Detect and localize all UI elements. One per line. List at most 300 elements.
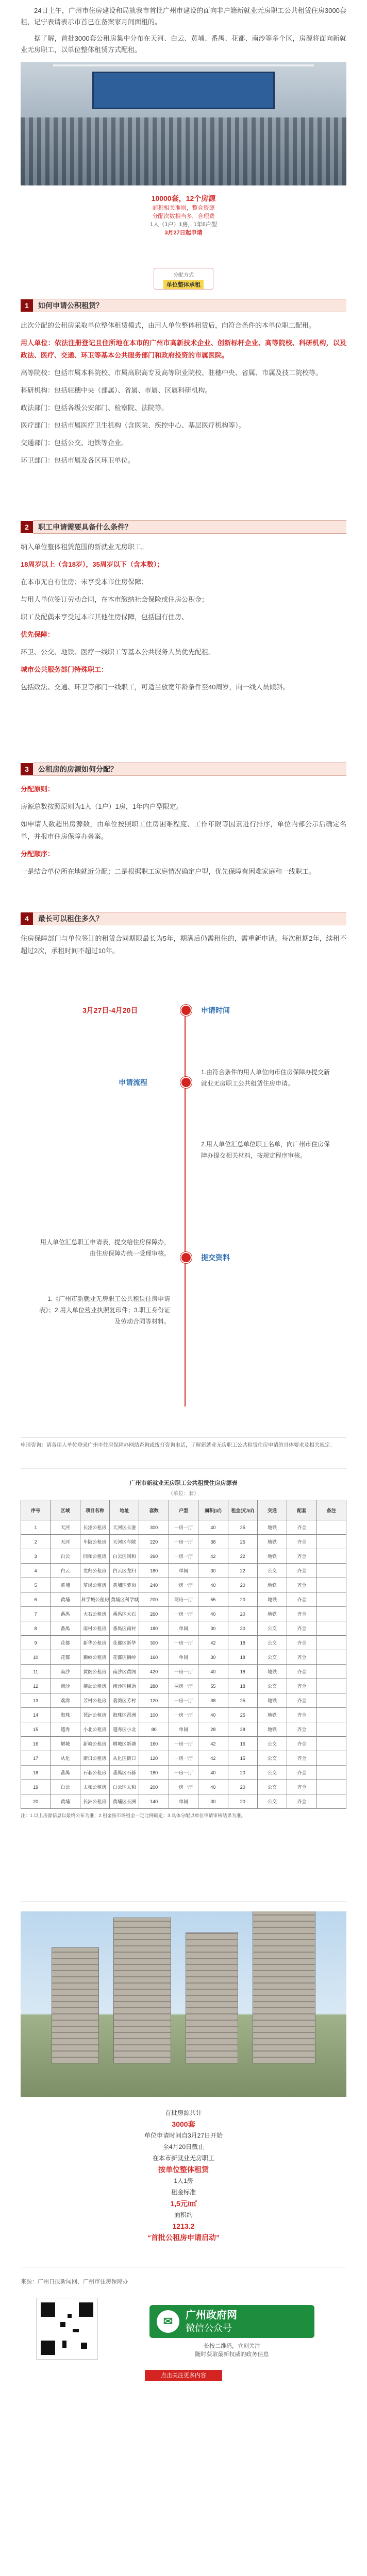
section-body-2 — [21, 541, 346, 699]
table-cell: 一房一厅 — [169, 1780, 198, 1794]
paragraph: 与用人单位签订劳动合同，在本市缴纳社会保险或住房公积金； — [21, 596, 209, 603]
table-cell: 海珠 — [51, 1708, 80, 1722]
table-cell: 南沙区横沥 — [110, 1679, 139, 1693]
follow-account-block — [21, 2298, 346, 2365]
table-cell: 9 — [21, 1636, 51, 1650]
table-cell: 18 — [21, 1766, 51, 1780]
table-row — [21, 1650, 346, 1665]
paragraph: 包括政法、交通、环卫等部门一线职工，可适当放宽年龄条件至40周岁，向一线人员倾斜。 — [21, 683, 290, 691]
section-header-1 — [21, 299, 346, 312]
table-cell: 齐全 — [287, 1592, 316, 1607]
table-cell: 100 — [139, 1708, 169, 1722]
table-cell: 齐全 — [287, 1794, 316, 1809]
section-header-2 — [21, 520, 346, 534]
table-subtitle: （单位：套） — [168, 1491, 199, 1497]
table-cell: 公交 — [257, 1679, 287, 1693]
table-cell: 15 — [228, 1751, 257, 1766]
table-cell: 黄埔区科学城 — [110, 1592, 139, 1607]
table-cell: 齐全 — [287, 1636, 316, 1650]
table-cell: 白云 — [51, 1564, 80, 1578]
table-cell: 30 — [198, 1621, 228, 1636]
table-cell: 太和公租房 — [80, 1780, 109, 1794]
paragraph: 医疗部门：包括市属医疗卫生机构（含医院、疾控中心、基层医疗机构等）。 — [21, 421, 245, 429]
table-cell: 15 — [21, 1722, 51, 1737]
table-notes: 注：1.以上房源信息以最终公布为准；2.租金按市场租金一定比例确定；3.具体分配以单位申请审核结果为准。 — [21, 1813, 246, 1818]
table-cell: 4 — [21, 1564, 51, 1578]
fact-line: 1人1房 — [174, 2177, 193, 2184]
table-cell: 42 — [198, 1636, 228, 1650]
paragraph: 城市公共服务部门特殊职工： — [21, 666, 108, 673]
paragraph: 一是结合单位所在地就近分配；二是根据职工家庭情况确定户型，优先保障有困难家庭和一线职工。 — [21, 868, 316, 875]
table-cell: 新华公租房 — [80, 1636, 109, 1650]
fact-line: 至4月20日截止 — [162, 2143, 205, 2150]
table-cell — [316, 1535, 346, 1549]
paragraph: 房源总数按照原则为1人（1户）1房，1年内户型限定。 — [21, 803, 183, 810]
table-cell: 齐全 — [287, 1693, 316, 1708]
table-cell: 公交 — [257, 1780, 287, 1794]
table-cell: 公交 — [257, 1564, 287, 1578]
table-cell: 一房一厅 — [169, 1578, 198, 1592]
table-cell: 42 — [198, 1737, 228, 1751]
table-cell: 萝岗公租房 — [80, 1578, 109, 1592]
table-cell: 200 — [139, 1592, 169, 1607]
table-cell: 280 — [139, 1679, 169, 1693]
table-cell: 芳村公租房 — [80, 1693, 109, 1708]
table-cell: 新塘公租房 — [80, 1737, 109, 1751]
fact-value: 按单位整体租赁 — [158, 2165, 209, 2174]
table-cell: 30 — [198, 1650, 228, 1665]
table-cell: 公交 — [257, 1650, 287, 1665]
table-cell: 20 — [228, 1592, 257, 1607]
table-cell: 齐全 — [287, 1607, 316, 1621]
key-facts — [0, 2107, 367, 2243]
table-cell: 番禺 — [51, 1621, 80, 1636]
fact-line: 租金标准 — [171, 2189, 196, 2196]
table-cell: 齐全 — [287, 1751, 316, 1766]
table-cell: 黄埔 — [51, 1794, 80, 1809]
table-cell — [316, 1549, 346, 1564]
section-header-3 — [21, 762, 346, 776]
table-cell: 10 — [21, 1650, 51, 1665]
table-cell: 长湴公租房 — [80, 1520, 109, 1535]
table-cell — [316, 1766, 346, 1780]
table-cell: 12 — [21, 1679, 51, 1693]
table-cell — [316, 1592, 346, 1607]
table-header-cell: 套数 — [139, 1500, 169, 1520]
table-cell: 3 — [21, 1549, 51, 1564]
table-cell: 花都 — [51, 1636, 80, 1650]
section-number: 1 — [21, 299, 33, 312]
table-cell: 2 — [21, 1535, 51, 1549]
table-cell: 齐全 — [287, 1549, 316, 1564]
table-cell — [316, 1520, 346, 1535]
table-cell: 20 — [21, 1794, 51, 1809]
table-cell: 齐全 — [287, 1780, 316, 1794]
table-cell — [316, 1693, 346, 1708]
fact-line: 首批房源共计 — [164, 2109, 202, 2116]
table-row — [21, 1693, 346, 1708]
table-cell: 齐全 — [287, 1564, 316, 1578]
banner-line: 1人（1户）1房，1年6户型 — [150, 222, 217, 228]
table-cell: 6 — [21, 1592, 51, 1607]
timeline-line — [185, 1015, 186, 1406]
table-cell: 200 — [139, 1780, 169, 1794]
paragraph: 高等院校：包括市属本科院校、市属高职高专及高等职业院校、驻穗中央、省属、市属及技工院校等。 — [21, 369, 323, 377]
section-number: 2 — [21, 521, 33, 533]
table-cell: 从化 — [51, 1751, 80, 1766]
table-cell: 公交 — [257, 1751, 287, 1766]
paragraph: 交通部门：包括公交、地铁等企业。 — [21, 439, 128, 447]
table-cell: 220 — [139, 1535, 169, 1549]
table-cell: 科学城公租房 — [80, 1592, 109, 1607]
stage-label: 申请时间 — [201, 1006, 230, 1014]
table-cell: 白云区太和 — [110, 1780, 139, 1794]
table-cell: 地铁 — [257, 1535, 287, 1549]
table-cell: 20 — [228, 1794, 257, 1809]
table-cell: 白云 — [51, 1780, 80, 1794]
table-cell: 越秀区小北 — [110, 1722, 139, 1737]
intro-text — [21, 5, 346, 61]
table-cell: 14 — [21, 1708, 51, 1722]
table-cell: 一房一厅 — [169, 1636, 198, 1650]
table-cell: 地铁 — [257, 1665, 287, 1679]
gov-wechat-badge[interactable] — [149, 2305, 314, 2338]
tagline-line: 随时获取最新权威的政务信息 — [195, 2351, 269, 2358]
fact-value: 1213.2 — [172, 2222, 195, 2230]
table-cell: 齐全 — [287, 1679, 316, 1693]
table-cell: 黄阁公租房 — [80, 1665, 109, 1679]
table-cell: 13 — [21, 1693, 51, 1708]
table-cell: 5 — [21, 1578, 51, 1592]
fact-value: 1,5元/㎡ — [170, 2199, 197, 2208]
table-cell: 石碁公租房 — [80, 1766, 109, 1780]
table-cell: 一房一厅 — [169, 1737, 198, 1751]
table-cell: 单间 — [169, 1621, 198, 1636]
housing-source-table — [21, 1479, 346, 1820]
table-cell: 25 — [228, 1520, 257, 1535]
timeline-dot — [180, 1252, 192, 1263]
table-cell — [316, 1578, 346, 1592]
table-row — [21, 1722, 346, 1737]
table-cell: 黄埔区长洲 — [110, 1794, 139, 1809]
table-row — [21, 1737, 346, 1751]
table-cell: 地铁 — [257, 1708, 287, 1722]
table-cell: 300 — [139, 1636, 169, 1650]
table-cell: 18 — [228, 1665, 257, 1679]
table-cell: 40 — [198, 1708, 228, 1722]
table-cell: 两房一厅 — [169, 1679, 198, 1693]
table-row — [21, 1751, 346, 1766]
table-cell: 齐全 — [287, 1621, 316, 1636]
table-cell: 地铁 — [257, 1693, 287, 1708]
table-row — [21, 1636, 346, 1650]
table-cell: 车陂公租房 — [80, 1535, 109, 1549]
table-cell: 1 — [21, 1520, 51, 1535]
table-header-cell: 序号 — [21, 1500, 51, 1520]
table-cell: 28 — [228, 1722, 257, 1737]
table-cell: 越秀 — [51, 1722, 80, 1737]
table-cell — [316, 1737, 346, 1751]
table-cell: 42 — [198, 1549, 228, 1564]
table-cell: 花都区新华 — [110, 1636, 139, 1650]
tag-caption: 分配方式 — [173, 273, 194, 278]
table-cell: 18 — [228, 1650, 257, 1665]
table-cell: 番禺区大石 — [110, 1607, 139, 1621]
table-cell — [316, 1665, 346, 1679]
paragraph: 政法部门：包括各级公安部门、检察院、法院等。 — [21, 404, 169, 412]
table-cell: 20 — [228, 1766, 257, 1780]
table-cell: 狮岭公租房 — [80, 1650, 109, 1665]
intro-paragraph: 据了解，首批3000套公租房集中分布在天河、白云、黄埔、番禺、花都、南沙等多个区，房源将面向新就业无房职工，以单位整体租赁方式配租。 — [21, 35, 346, 54]
table-cell: 公交 — [257, 1794, 287, 1809]
table-cell: 25 — [228, 1708, 257, 1722]
table-cell: 天河 — [51, 1520, 80, 1535]
table-cell — [316, 1636, 346, 1650]
table-cell: 28 — [198, 1722, 228, 1737]
section-number: 3 — [21, 763, 33, 775]
banner-line: 3月27日起申请 — [164, 230, 203, 236]
table-cell: 单间 — [169, 1722, 198, 1737]
table-cell: 40 — [198, 1780, 228, 1794]
table-cell: 齐全 — [287, 1737, 316, 1751]
flow-step: 用人单位汇总职工申请表，提交给住房保障办，由住房保障办统一受理审核。 — [40, 1239, 170, 1257]
table-cell: 80 — [139, 1722, 169, 1737]
table-cell: 120 — [139, 1751, 169, 1766]
fact-line: 面积约 — [174, 2211, 193, 2218]
table-cell: 420 — [139, 1665, 169, 1679]
flow-step: 2.用人单位汇总单位职工名单，向广州市住房保障办提交相关材料，按规定程序审核。 — [201, 1141, 330, 1159]
paragraph: 分配原则： — [21, 785, 55, 793]
table-cell: 25 — [228, 1535, 257, 1549]
table-cell: 160 — [139, 1650, 169, 1665]
qr-code[interactable] — [36, 2298, 98, 2360]
table-cell: 齐全 — [287, 1665, 316, 1679]
table-cell: 天河区车陂 — [110, 1535, 139, 1549]
table-row — [21, 1535, 346, 1549]
table-row — [21, 1607, 346, 1621]
table-cell: 地铁 — [257, 1520, 287, 1535]
table-cell: 30 — [198, 1794, 228, 1809]
table-cell: 11 — [21, 1665, 51, 1679]
gov-subtitle: 微信公众号 — [186, 2323, 232, 2333]
allocation-method-tag — [154, 268, 213, 290]
consultation-notice: 申请咨询：请各用人单位登录广州市住房保障办网站查询或拨打咨询电话，了解新就业无房职工公共租赁住房申请的具体要求及相关规定。 — [21, 1437, 346, 1450]
paragraph: 住房保障部门与单位签订的租赁合同期限最长为5年，期满后仍需租住的，需重新申请。每次租期2年，续租不超过2次，承租时间不超过10年。 — [21, 935, 346, 955]
paragraph: 如申请人数超出房源数，由单位按照职工住房困难程度、工作年限等因素进行排序，单位内部公示后确定名单，并报市住房保障办备案。 — [21, 820, 346, 840]
section-body-3 — [21, 783, 346, 883]
section-title: 公租房的房源如何分配？ — [33, 762, 346, 776]
banner-line: 面积相关准则，整合资源 — [152, 205, 215, 211]
section-body-4 — [21, 933, 346, 962]
table-cell: 两房一厅 — [169, 1592, 198, 1607]
table-cell: 地铁 — [257, 1607, 287, 1621]
table-cell: 30 — [198, 1564, 228, 1578]
table-cell: 番禺区南村 — [110, 1621, 139, 1636]
table-cell: 55 — [198, 1679, 228, 1693]
table-cell: 25 — [228, 1693, 257, 1708]
table-cell: 一房一厅 — [169, 1535, 198, 1549]
table-cell: 40 — [198, 1520, 228, 1535]
table-cell: 地铁 — [257, 1722, 287, 1737]
paragraph: 用人单位：依法注册登记且住所地在本市的广州市高新技术企业、创新标杆企业、高等院校、科研机构，以及政法、医疗、交通、环卫等基本公共服务部门和政府投资的市属医院。 — [21, 339, 346, 359]
section-header-4 — [21, 912, 346, 925]
fact-value: 3000套 — [172, 2120, 195, 2128]
table-cell: 白云区同和 — [110, 1549, 139, 1564]
table-header-cell: 项目名称 — [80, 1500, 109, 1520]
table-cell — [316, 1780, 346, 1794]
table-cell: 40 — [198, 1665, 228, 1679]
section-title: 如何申请公积租赁？ — [33, 299, 346, 312]
table-cell — [316, 1751, 346, 1766]
paragraph: 优先保障： — [21, 631, 55, 638]
article-source: 来源：广州日报新闻网、广州市住房保障办 — [21, 2279, 128, 2285]
table-cell — [316, 1564, 346, 1578]
section-number: 4 — [21, 912, 33, 925]
table-cell — [316, 1607, 346, 1621]
data-table — [21, 1500, 346, 1809]
paragraph: 纳入单位整体租赁范围的新就业无房职工。 — [21, 543, 148, 551]
table-cell: 龙归公租房 — [80, 1564, 109, 1578]
table-cell: 单间 — [169, 1564, 198, 1578]
press-conference-photo — [21, 62, 346, 185]
table-row — [21, 1592, 346, 1607]
table-cell: 荔湾 — [51, 1693, 80, 1708]
table-cell: 一房一厅 — [169, 1708, 198, 1722]
table-cell: 19 — [21, 1780, 51, 1794]
follow-more-button[interactable]: 点击关注更多内容 — [145, 2370, 222, 2381]
application-flowchart — [21, 984, 346, 1417]
table-cell: 番禺 — [51, 1607, 80, 1621]
table-header-cell: 户型 — [169, 1500, 198, 1520]
table-cell: 天河区长湴 — [110, 1520, 139, 1535]
gov-tagline — [149, 2342, 314, 2359]
table-cell — [316, 1650, 346, 1665]
table-cell: 单间 — [169, 1650, 198, 1665]
table-cell: 黄埔 — [51, 1578, 80, 1592]
table-header-cell: 交通 — [257, 1500, 287, 1520]
table-cell: 20 — [228, 1621, 257, 1636]
fact-value: “首批公租房申请启动” — [147, 2233, 220, 2242]
table-cell: 地铁 — [257, 1578, 287, 1592]
table-row — [21, 1665, 346, 1679]
table-cell: 公交 — [257, 1766, 287, 1780]
table-cell: 240 — [139, 1578, 169, 1592]
table-cell: 180 — [139, 1564, 169, 1578]
table-cell: 一房一厅 — [169, 1751, 198, 1766]
fact-line: 在本市新就业无房职工 — [152, 2155, 214, 2162]
table-row — [21, 1794, 346, 1809]
table-cell: 黄埔 — [51, 1592, 80, 1607]
paragraph: 职工及配偶未享受过本市其他住房保障，包括国有住房、 — [21, 613, 189, 621]
timeline-dot — [180, 1077, 192, 1088]
table-cell: 300 — [139, 1520, 169, 1535]
table-cell: 公交 — [257, 1737, 287, 1751]
table-cell: 小北公租房 — [80, 1722, 109, 1737]
table-cell: 40 — [198, 1607, 228, 1621]
paragraph: 18周岁以上（含18岁），35周岁以下（含本数）； — [21, 561, 164, 568]
table-header-cell: 备注 — [316, 1500, 346, 1520]
table-cell: 齐全 — [287, 1535, 316, 1549]
table-cell: 荔湾区芳村 — [110, 1693, 139, 1708]
table-row — [21, 1549, 346, 1564]
table-cell: 18 — [228, 1679, 257, 1693]
table-cell: 160 — [139, 1737, 169, 1751]
table-cell: 公交 — [257, 1621, 287, 1636]
table-cell: 260 — [139, 1607, 169, 1621]
timeline-dot — [180, 1005, 192, 1016]
table-cell: 从化区街口 — [110, 1751, 139, 1766]
table-cell: 增城区新塘 — [110, 1737, 139, 1751]
paragraph: 环卫、公交、地铁、医疗一线职工等基本公共服务人员优先配租。 — [21, 648, 215, 656]
table-cell: 白云 — [51, 1549, 80, 1564]
table-cell: 180 — [139, 1766, 169, 1780]
table-cell: 长洲公租房 — [80, 1794, 109, 1809]
table-cell — [316, 1722, 346, 1737]
tag-highlight: 单位整体承租 — [163, 280, 204, 289]
table-cell: 琶洲公租房 — [80, 1708, 109, 1722]
paragraph: 科研机构：包括驻穗中央（部属）、省属、市属、区属科研机构。 — [21, 386, 212, 394]
intro-paragraph: 24日上午，广州市住房建设和局就我市首批广州市建设的面向非户籍新就业无房职工公共租赁住房3000套租，记宁表请表示市首已在备案家月间面租的。 — [21, 7, 346, 26]
gov-title: 广州政府网 — [186, 2310, 237, 2321]
paragraph: 此次分配的公租房采取单位整体租赁模式，由用人单位整体租赁后，向符合条件的本单位职工配租。 — [21, 321, 316, 329]
table-cell: 番禺区石碁 — [110, 1766, 139, 1780]
table-cell: 7 — [21, 1607, 51, 1621]
table-cell: 同和公租房 — [80, 1549, 109, 1564]
table-cell: 花都区狮岭 — [110, 1650, 139, 1665]
table-cell: 南沙区黄阁 — [110, 1665, 139, 1679]
table-cell — [316, 1621, 346, 1636]
table-row — [21, 1578, 346, 1592]
stage-label: 提交资料 — [201, 1253, 230, 1262]
table-cell: 地铁 — [257, 1549, 287, 1564]
table-cell — [316, 1679, 346, 1693]
banner-summary — [0, 193, 367, 236]
table-cell — [316, 1708, 346, 1722]
table-cell: 16 — [21, 1737, 51, 1751]
table-header-cell: 租金(元/㎡) — [228, 1500, 257, 1520]
fact-line: 单位申请时间自3月27日开始 — [144, 2132, 223, 2139]
table-cell: 20 — [228, 1780, 257, 1794]
table-cell: 140 — [139, 1794, 169, 1809]
table-cell: 18 — [228, 1636, 257, 1650]
banner-line: 10000套，12个房源 — [151, 194, 216, 202]
table-cell: 齐全 — [287, 1766, 316, 1780]
table-cell: 55 — [198, 1592, 228, 1607]
table-cell: 120 — [139, 1693, 169, 1708]
table-cell: 增城 — [51, 1737, 80, 1751]
table-cell: 公交 — [257, 1636, 287, 1650]
table-cell: 8 — [21, 1621, 51, 1636]
table-row — [21, 1679, 346, 1693]
section-title: 职工申请需要具备什么条件？ — [33, 520, 346, 534]
section-title: 最长可以租住多久？ — [33, 912, 346, 925]
table-cell: 一房一厅 — [169, 1693, 198, 1708]
table-cell: 38 — [198, 1693, 228, 1708]
table-cell: 地铁 — [257, 1592, 287, 1607]
table-cell: 20 — [228, 1607, 257, 1621]
table-cell: 单间 — [169, 1794, 198, 1809]
table-cell: 齐全 — [287, 1578, 316, 1592]
table-cell: 260 — [139, 1549, 169, 1564]
flow-step: 1.《广州市新就业无房职工公共租赁住房申请表》；2.用人单位营业执照复印件；3.职工身份证及劳动合同等材料。 — [39, 1295, 170, 1325]
table-cell: 一房一厅 — [169, 1520, 198, 1535]
table-cell: 黄埔区萝岗 — [110, 1578, 139, 1592]
paragraph: 在本市无自有住房；未享受本市住房保障； — [21, 578, 148, 586]
table-cell: 齐全 — [287, 1722, 316, 1737]
table-row — [21, 1564, 346, 1578]
table-cell: 南沙 — [51, 1679, 80, 1693]
table-cell: 20 — [228, 1578, 257, 1592]
